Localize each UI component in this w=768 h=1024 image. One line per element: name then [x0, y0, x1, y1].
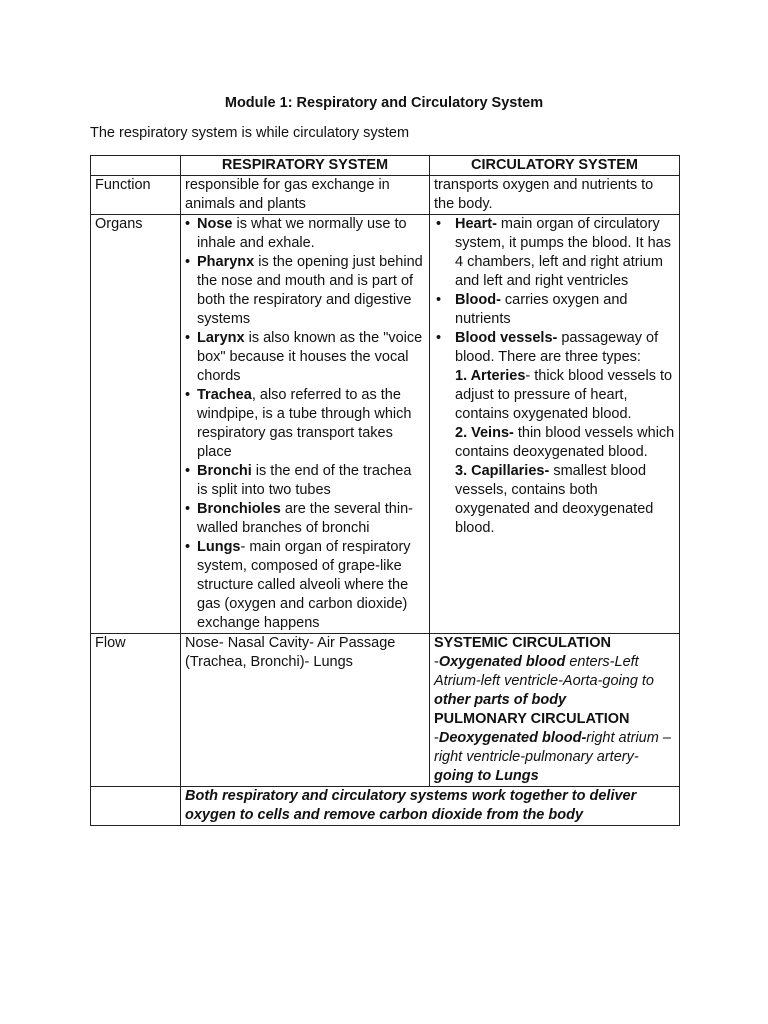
- flow-row: [91, 634, 680, 787]
- list-item: [185, 215, 425, 253]
- list-item: [434, 329, 675, 367]
- list-item: [185, 253, 425, 329]
- organ-desc: passageway of blood. There are three types:: [455, 330, 659, 365]
- organ-term: Lungs: [197, 539, 241, 555]
- organ-desc: main organ of circulatory system, it pumps the blood. It has 4 chambers, left and right atrium and left and right ventricles: [455, 216, 671, 289]
- systemic-heading: SYSTEMIC CIRCULATION: [434, 635, 611, 651]
- organ-desc: carries oxygen and nutrients: [455, 292, 628, 327]
- function-respiratory: responsible for gas exchange in animals and plants: [181, 176, 430, 215]
- organ-term: Blood vessels-: [455, 330, 558, 346]
- function-row: [91, 176, 680, 215]
- organs-respiratory: [181, 215, 430, 634]
- list-item: [185, 500, 425, 538]
- list-item: [185, 538, 425, 633]
- organ-desc: is the end of the trachea is split into two tubes: [197, 463, 412, 498]
- organ-desc: is the opening just behind the nose and mouth and is part of both the respiratory and digestive systems: [197, 254, 423, 327]
- organ-term: Pharynx: [197, 254, 255, 270]
- vessel-desc: smallest blood vessels, contains both oxygenated and deoxygenated blood.: [455, 463, 654, 536]
- systemic-path: -Oxygenated blood enters-Left Atrium-left ventricle-Aorta-going to other parts of body: [434, 654, 654, 708]
- pulmonary-heading: PULMONARY CIRCULATION: [434, 711, 630, 727]
- organs-row: [91, 215, 680, 634]
- organ-term: Bronchioles: [197, 501, 281, 517]
- vessel-term: 1. Arteries: [455, 368, 526, 384]
- list-item: [185, 462, 425, 500]
- organ-desc: are the several thin-walled branches of bronchi: [197, 501, 413, 536]
- organs-circulatory: [430, 215, 680, 634]
- list-item: [185, 386, 425, 462]
- organ-desc: , also referred to as the windpipe, is a tube through which respiratory gas transport takes place: [197, 387, 412, 460]
- organ-term: Nose: [197, 216, 233, 232]
- vessel-desc: thin blood vessels which contains deoxygenated blood.: [455, 425, 675, 460]
- vessel-term: 2. Veins-: [455, 425, 514, 441]
- list-item: [434, 215, 675, 291]
- organ-term: Trachea: [197, 387, 252, 403]
- conclusion-row: [91, 787, 680, 826]
- header-circulatory: CIRCULATORY SYSTEM: [430, 156, 680, 176]
- vessel-type-capillaries: [434, 462, 675, 538]
- organ-desc: is also known as the "voice box" because it houses the vocal chords: [197, 330, 423, 384]
- header-blank-cell: [91, 156, 181, 176]
- comparison-table: [90, 155, 680, 826]
- list-item: [185, 329, 425, 386]
- respiratory-organ-list: [185, 215, 425, 633]
- function-circulatory: transports oxygen and nutrients to the body.: [430, 176, 680, 215]
- pulmonary-path: -Deoxygenated blood-right atrium –right ventricle-pulmonary artery-going to Lungs: [434, 730, 671, 784]
- vessel-desc: - thick blood vessels to adjust to pressure of heart, contains oxygenated blood.: [455, 368, 673, 422]
- flow-respiratory: Nose- Nasal Cavity- Air Passage (Trachea, Bronchi)- Lungs: [181, 634, 430, 787]
- organ-term: Heart-: [455, 216, 497, 232]
- flow-label: Flow: [91, 634, 181, 787]
- intro-sentence: The respiratory system is while circulatory system: [90, 125, 410, 141]
- list-item: [434, 291, 675, 329]
- header-respiratory: RESPIRATORY SYSTEM: [181, 156, 430, 176]
- vessel-type-veins: [434, 424, 675, 462]
- circulatory-organ-list: [434, 215, 675, 367]
- flow-circulatory: [430, 634, 680, 787]
- vessel-term: 3. Capillaries-: [455, 463, 550, 479]
- conclusion-blank-cell: [91, 787, 181, 826]
- page-title: Module 1: Respiratory and Circulatory System: [224, 95, 544, 111]
- organ-desc: - main organ of respiratory system, composed of grape-like structure called alveoli where the gas (oxygen and carbon dioxide) exchange happens: [197, 539, 411, 631]
- header-row: [91, 156, 680, 176]
- conclusion-text: Both respiratory and circulatory systems work together to deliver oxygen to cells and remove carbon dioxide from the body: [181, 787, 680, 826]
- organs-label: Organs: [91, 215, 181, 634]
- organ-term: Bronchi: [197, 463, 252, 479]
- organ-term: Blood-: [455, 292, 501, 308]
- function-label: Function: [91, 176, 181, 215]
- organ-desc: is what we normally use to inhale and exhale.: [197, 216, 407, 251]
- vessel-type-arteries: [434, 367, 675, 424]
- organ-term: Larynx: [197, 330, 245, 346]
